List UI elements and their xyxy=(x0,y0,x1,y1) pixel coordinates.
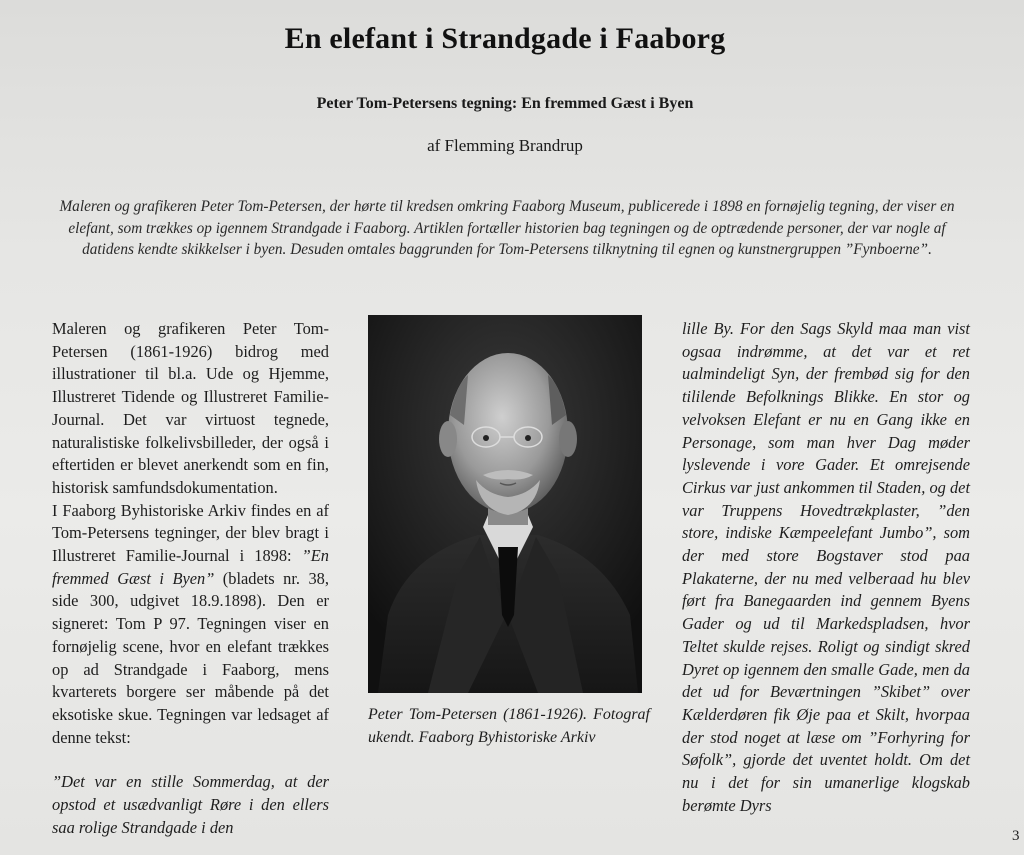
portrait-photo xyxy=(368,315,642,693)
article-author: af Flemming Brandrup xyxy=(427,136,583,155)
quote-paragraph: ”Det var en stille Sommerdag, at der opstod et usædvanligt Røre i den ellers saa rolige Strandgade i den xyxy=(52,772,329,837)
article-abstract: Maleren og grafikeren Peter Tom-Petersen, der hørte til kredsen omkring Faaborg Museum, publicerede i 1898 en fornøjelig tegning, der viser en elefant, som trækkes op igennem Strandgade i Faaborg. Artiklen fortæller historien bag tegningen og de optrædende personer, der var nogle af datidens kendte skikkelser i byen. Desuden omtales baggrunden for Tom-Petersens tilknytning til egnen og kunstnergruppen ”Fynboerne”. xyxy=(59,198,955,258)
paragraph-intro: I Faaborg Byhistoriske Arkiv findes en af Tom-Petersens tegninger, der blev bragt i Illustreret Familie-Journal i 1898: xyxy=(52,500,329,566)
body-paragraph xyxy=(52,500,329,750)
photo-caption-text: Peter Tom-Petersen (1861-1926). Fotograf ukendt. Faaborg Byhistoriske Arkiv xyxy=(368,706,650,746)
quote-continuation: lille By. For den Sags Skyld maa man vist ogsaa indrømme, at det var et ret ualmindeligt Syn, der frembød sig for den tililende Befolknings Blikke. En stor og velvoksen Elefant er nu en Gang ikke en Personage, som man hver Dag møder lyslevende i vore Gader. Et omrejsende Cirkus var just ankommen til Staden, og det var Truppens Hovedtrækplaster, ”den store, indiske Kæmpeelefant Jumbo”, som der med store Bogstaver stod paa Plakaterne, der nu med velberaad hu blev ført fra Banegaarden ind gennem Byens Gader og ud til Markedspladsen, hvor Teltet skulde rejses. Roligt og sindigt skred Dyret op igennem den smalle Gade, men da det ud for Beværtningen ”Skibet” over Kælderdøren fik Øje paa et Skilt, hvorpaa der stod noget at læse om ”Forhyring for Søfolk”, gjorde det uventet holdt. Om det nu i det for sin umanerlige klogskab berømte Dyrs xyxy=(682,319,970,815)
article-subtitle: Peter Tom-Petersens tegning: En fremmed Gæst i Byen xyxy=(316,95,694,112)
body-paragraph: Maleren og grafikeren Peter Tom-Petersen (1861-1926) bidrog med illustrationer til bl.a. Ude og Hjemme, Illustreret Tidende og Illustreret Familie-Journal. Det var virtuost tegnede, naturalistiske folkelivsbilleder, der også i eftertiden er blevet anerkendt som en fin, historisk samfundsdokumentation. xyxy=(52,319,329,497)
page-number: 3 xyxy=(1012,828,1020,844)
photo-caption xyxy=(368,704,650,749)
paragraph-rest: (bladets nr. 38, side 300, udgivet 18.9.1898). Den er signeret: Tom P 97. Tegningen viser en fornøjelig scene, hvor en elefant trækkes op ad Strandgade i Faaborg, mens kvarterets borgere ser måbende på det eksotiske skue. Tegningen var ledsaget af denne tekst: xyxy=(52,568,329,747)
article-title: En elefant i Strandgade i Faaborg xyxy=(284,22,726,55)
right-column xyxy=(682,318,970,817)
drawing-title: ”En fremmed Gæst i Byen” xyxy=(52,546,329,588)
left-column xyxy=(52,318,329,839)
